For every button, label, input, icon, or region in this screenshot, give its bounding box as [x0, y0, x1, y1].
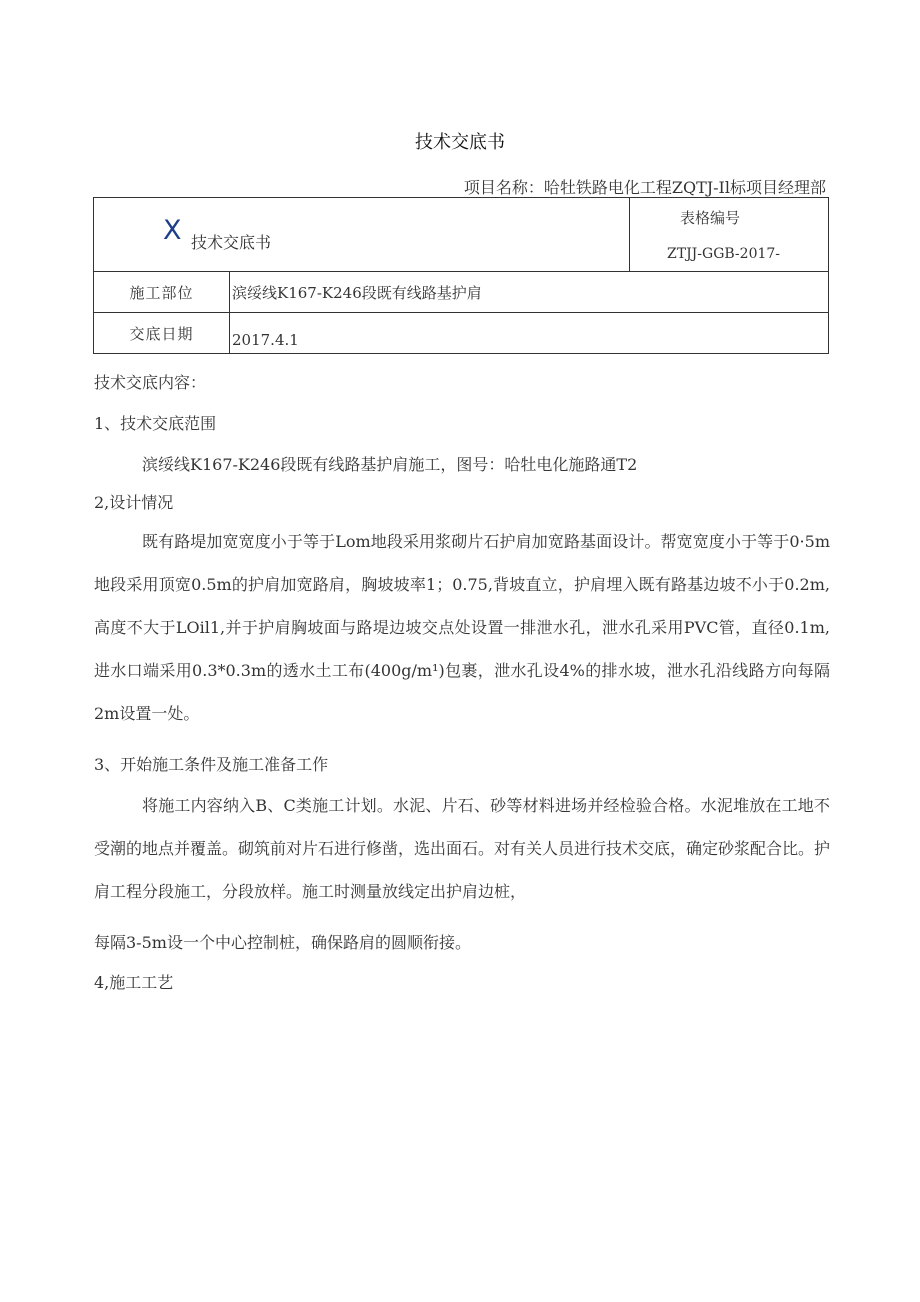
form-code-value: ZTJJ-GGB-2017-	[667, 246, 781, 262]
check-mark-icon: X	[163, 215, 182, 246]
project-name-line: 项目名称：哈牡铁路电化工程ZQTJ-Il标项目经理部	[463, 178, 826, 197]
header-table-row-date	[94, 313, 829, 354]
doc-type-cell	[94, 198, 630, 272]
section-3-text-continued: 每隔3-5m设一个中心控制桩，确保路肩的圆顺衔接。	[94, 933, 471, 952]
location-label: 施工部位	[94, 272, 230, 313]
date-value: 2017.4.1	[230, 313, 829, 354]
header-table-row-doc	[94, 198, 829, 272]
section-1-heading: 1、技术交底范围	[94, 414, 217, 433]
section-3-text: 将施工内容纳入B、C类施工计划。水泥、片石、砂等材料进场并经检验合格。水泥堆放在工地不受潮的地点并覆盖。砌筑前对片石进行修凿，选出面石。对有关人员进行技术交底，确定砂浆配合比。护肩工程分段施工，分段放样。施工时测量放线定出护肩边桩，	[94, 796, 831, 901]
date-label: 交底日期	[94, 313, 230, 354]
form-code-label: 表格编号	[680, 209, 741, 227]
document-title: 技术交底书	[415, 132, 505, 153]
section-2-heading: 2,设计情况	[94, 493, 174, 512]
content-intro: 技术交底内容：	[94, 373, 207, 392]
header-table-row-location	[94, 272, 829, 313]
doc-type-label: 技术交底书	[191, 233, 272, 252]
section-1-text: 滨绥线K167-K246段既有线路基护肩施工，图号：哈牡电化施路通T2	[142, 455, 638, 474]
form-code-cell	[630, 198, 829, 272]
location-value: 滨绥线K167-K246段既有线路基护肩	[230, 272, 829, 313]
section-3-heading: 3、开始施工条件及施工准备工作	[94, 755, 329, 774]
header-table	[93, 197, 829, 354]
section-2-text: 既有路堤加宽宽度小于等于Lom地段采用浆砌片石护肩加宽路基面设计。帮宽宽度小于等于0·5m地段采用顶宽0.5m的护肩加宽路肩，胸坡坡率1；0.75,背坡直立，护肩埋入既有路基边坡不小于0.2m,高度不大于LOil1,并于护肩胸坡面与路堤边坡交点处设置一排泄水孔，泄水孔采用PVC管，直径0.1m,进水口端采用0.3*0.3m的透水土工布(400g∕m¹)包裹，泄水孔设4%的排水坡，泄水孔沿线路方向每隔2m设置一处。	[94, 532, 830, 723]
section-4-heading: 4,施工工艺	[94, 973, 174, 992]
